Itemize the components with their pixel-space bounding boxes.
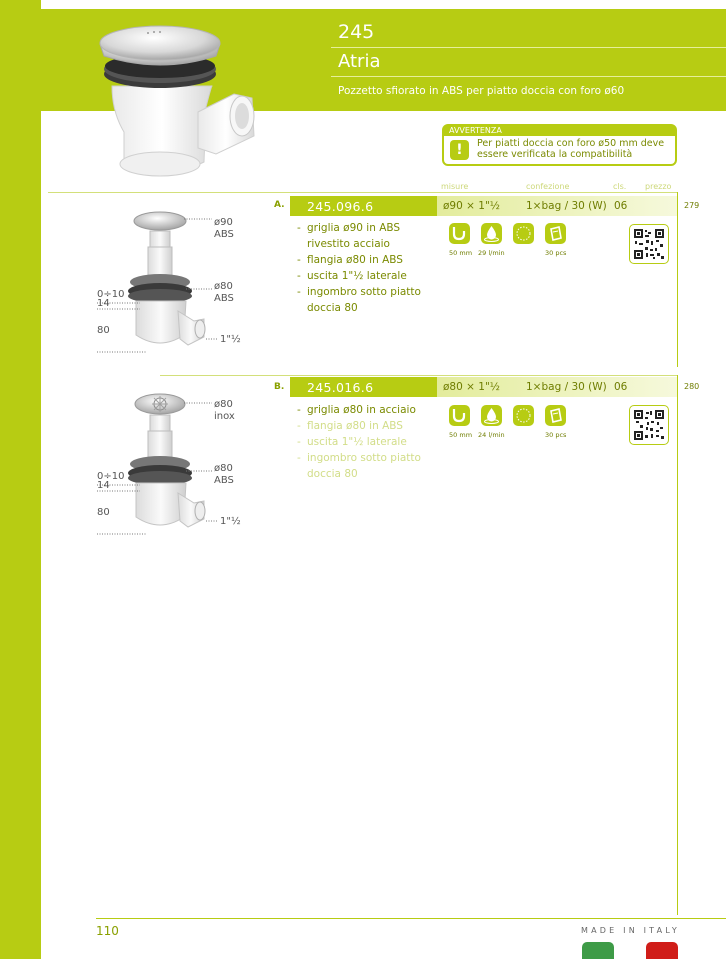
spec-flow: 29 l/min <box>478 249 505 257</box>
dim-depth: 80 <box>97 507 110 518</box>
product-info-bar <box>437 196 677 216</box>
page-subtitle: Pozzetto sfiorato in ABS per piatto doccia con foro ø60 <box>338 85 625 97</box>
bag-icon <box>545 405 566 426</box>
exclamation-icon: ! <box>450 140 469 160</box>
product-info-bar <box>437 377 677 397</box>
hero-product-image <box>94 22 274 204</box>
row-separator <box>160 375 678 376</box>
column-header-cls: cls. <box>613 182 627 191</box>
technical-drawing-b <box>96 387 266 537</box>
page-number: 110 <box>96 924 119 938</box>
dotted-circle-icon <box>513 405 534 426</box>
product-family-number: 245 <box>338 21 375 43</box>
warning-title: AVVERTENZA <box>444 126 675 136</box>
feature-item: - uscita 1"½ laterale <box>297 434 437 450</box>
page-reference: 279 <box>684 201 700 210</box>
feature-item: - griglia ø80 in acciaio <box>297 402 437 418</box>
row-separator <box>48 192 678 193</box>
qr-code[interactable] <box>629 224 669 264</box>
column-header-price: prezzo <box>645 182 672 191</box>
dim-adjust-max: 14 <box>97 298 110 309</box>
made-in-italy-label: MADE IN ITALY <box>581 926 680 935</box>
column-divider <box>677 375 678 915</box>
siphon-icon <box>449 223 470 244</box>
dim-top-diameter: ø90 <box>214 217 233 228</box>
feature-item: - uscita 1"½ laterale <box>297 268 437 284</box>
spec-height: 50 mm <box>449 431 473 439</box>
column-header-pack: confezione <box>526 182 570 191</box>
dim-flange-diameter: ø80 <box>214 281 233 292</box>
product-class: 06 <box>614 381 628 393</box>
feature-item: - ingombro sotto piatto doccia 80 <box>297 284 437 316</box>
dim-top-material: ABS <box>214 229 234 240</box>
qr-code[interactable] <box>629 405 669 445</box>
page-title: Atria <box>338 51 381 72</box>
product-pack: 1×bag / 30 (W) <box>526 200 607 212</box>
product-measure: ø80 × 1"½ <box>443 381 500 393</box>
left-accent-bar <box>0 0 41 959</box>
feature-list <box>297 402 437 482</box>
spec-height: 50 mm <box>449 249 473 257</box>
dim-flange-diameter: ø80 <box>214 463 233 474</box>
feature-item: - flangia ø80 in ABS <box>297 252 437 268</box>
flag-green-tab <box>582 942 614 959</box>
product-letter: A. <box>274 200 285 210</box>
product-pack: 1×bag / 30 (W) <box>526 381 607 393</box>
dim-outlet: 1"½ <box>220 516 241 527</box>
dim-top-diameter: ø80 <box>214 399 233 410</box>
dim-depth: 80 <box>97 325 110 336</box>
product-measure: ø90 × 1"½ <box>443 200 500 212</box>
spec-pieces: 30 pcs <box>545 431 567 439</box>
dim-outlet: 1"½ <box>220 334 241 345</box>
column-divider <box>677 192 678 367</box>
feature-item: - ingombro sotto piatto doccia 80 <box>297 450 437 482</box>
dim-top-material: inox <box>214 411 235 422</box>
warning-text: Per piatti doccia con foro ø50 mm deve essere verificata la compatibilità <box>477 138 665 160</box>
bag-icon <box>545 223 566 244</box>
product-code-bar <box>290 196 437 216</box>
page-reference: 280 <box>684 382 700 391</box>
product-code: 245.016.6 <box>307 380 374 395</box>
dotted-circle-icon <box>513 223 534 244</box>
header-divider <box>331 47 726 48</box>
column-header-measure: misure <box>441 182 469 191</box>
warning-box <box>442 124 677 166</box>
dim-adjust-range: 0÷10 <box>97 289 125 300</box>
header-divider <box>331 76 726 77</box>
dim-adjust-range: 0÷10 <box>97 471 125 482</box>
siphon-icon <box>449 405 470 426</box>
dim-flange-material: ABS <box>214 293 234 304</box>
footer-divider <box>96 918 726 919</box>
product-code-bar <box>290 377 437 397</box>
product-class: 06 <box>614 200 628 212</box>
flow-rate-icon <box>481 223 502 244</box>
technical-drawing-a <box>96 205 266 355</box>
flow-rate-icon <box>481 405 502 426</box>
product-letter: B. <box>274 382 285 392</box>
product-code: 245.096.6 <box>307 199 374 214</box>
spec-pieces: 30 pcs <box>545 249 567 257</box>
feature-list <box>297 220 437 316</box>
feature-item: - flangia ø80 in ABS <box>297 418 437 434</box>
dim-adjust-max: 14 <box>97 480 110 491</box>
flag-red-tab <box>646 942 678 959</box>
feature-item: - griglia ø90 in ABS rivestito acciaio <box>297 220 437 252</box>
dim-flange-material: ABS <box>214 475 234 486</box>
spec-flow: 24 l/min <box>478 431 505 439</box>
